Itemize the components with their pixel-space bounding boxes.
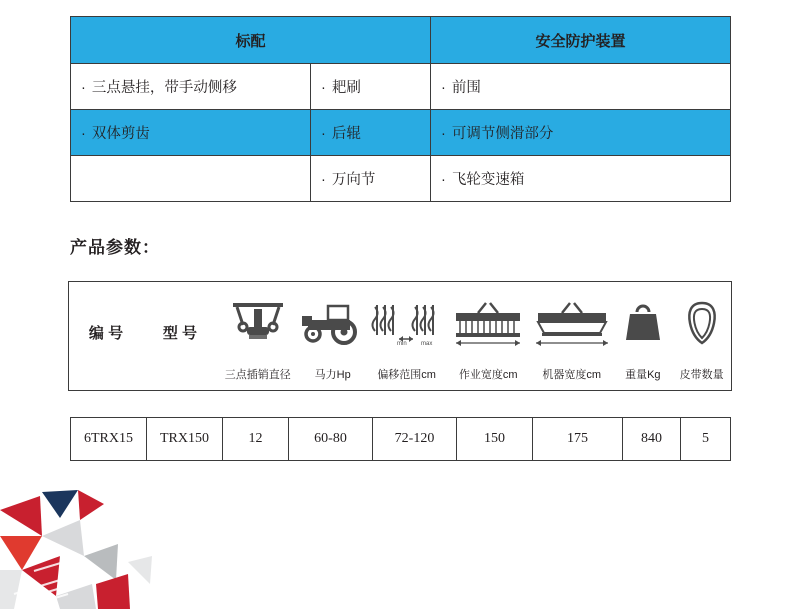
cell-hp: 60-80 xyxy=(289,418,373,461)
spec-caption-hitch: 三点插销直径 xyxy=(224,369,291,381)
svg-text:max: max xyxy=(420,341,432,347)
spec-col-weight xyxy=(613,282,672,390)
bullet-icon: · xyxy=(321,80,326,96)
bullet-icon: · xyxy=(441,80,446,96)
spec-label-number: 编 号 xyxy=(88,324,124,342)
tractor-icon xyxy=(299,282,367,364)
spec-data-table xyxy=(70,417,731,461)
feature-cell-safety-1: · 前围 xyxy=(431,64,731,110)
spec-col-offset xyxy=(367,282,447,390)
feature-cell-standard-1: · 三点悬挂，带手动侧移 xyxy=(71,64,311,110)
belt-icon xyxy=(672,282,731,364)
cell-machine-width: 175 xyxy=(533,418,623,461)
table-row xyxy=(71,64,731,110)
spec-caption-hp: 马力Hp xyxy=(314,369,351,381)
spec-caption-weight: 重量Kg xyxy=(625,369,661,381)
feature-cell-standard-2: · 耙刷 xyxy=(311,64,431,110)
cell-working-width: 150 xyxy=(457,418,533,461)
bullet-icon: · xyxy=(321,126,326,142)
features-table xyxy=(70,16,731,202)
table-row-header xyxy=(71,17,731,64)
working-width-icon xyxy=(446,282,529,364)
features-header-standard: 标配 xyxy=(71,17,431,64)
machine-width-icon xyxy=(530,282,613,364)
spec-caption-offset: 偏移范围cm xyxy=(377,369,436,381)
bullet-icon: · xyxy=(321,172,326,188)
decorative-corner-graphic xyxy=(0,444,230,609)
feature-cell-safety-2: · 可调节侧滑部分 xyxy=(431,110,731,156)
bullet-icon: · xyxy=(81,126,86,142)
cell-offset-range: 72-120 xyxy=(373,418,457,461)
spec-col-belt xyxy=(672,282,731,390)
spec-col-machine-width xyxy=(530,282,613,390)
spec-col-hitch xyxy=(217,282,299,390)
cell-model: TRX150 xyxy=(147,418,223,461)
spec-col-hp xyxy=(299,282,367,390)
cell-hitch-diameter: 12 xyxy=(223,418,289,461)
cell-number: 6TRX15 xyxy=(71,418,147,461)
cell-weight: 840 xyxy=(623,418,681,461)
feature-cell-standard-4: · 后辊 xyxy=(311,110,431,156)
offset-range-icon xyxy=(367,282,447,364)
feature-cell-standard-3: · 双体剪齿 xyxy=(71,110,311,156)
page-title: 产品参数： xyxy=(70,238,160,257)
feature-cell-empty xyxy=(71,156,311,202)
spec-caption-belt: 皮带数量 xyxy=(679,369,724,381)
spec-icon-header xyxy=(68,281,732,391)
spec-caption-working-width: 作业宽度cm xyxy=(458,369,518,381)
bullet-icon: · xyxy=(441,126,446,142)
spec-col-working-width xyxy=(446,282,529,390)
feature-cell-standard-5: · 万向节 xyxy=(311,156,431,202)
feature-cell-safety-3: · 飞轮变速箱 xyxy=(431,156,731,202)
spec-caption-machine-width: 机器宽度cm xyxy=(542,369,602,381)
three-point-hitch-icon xyxy=(217,282,299,364)
table-row xyxy=(71,156,731,202)
svg-text:min: min xyxy=(396,341,407,347)
spec-label-model: 型 号 xyxy=(162,324,198,342)
table-row xyxy=(71,418,731,461)
cell-belt-count: 5 xyxy=(681,418,731,461)
weight-icon xyxy=(613,282,672,364)
table-row xyxy=(71,110,731,156)
features-header-safety: 安全防护装置 xyxy=(431,17,731,64)
bullet-icon: · xyxy=(81,80,86,96)
bullet-icon: · xyxy=(441,172,446,188)
